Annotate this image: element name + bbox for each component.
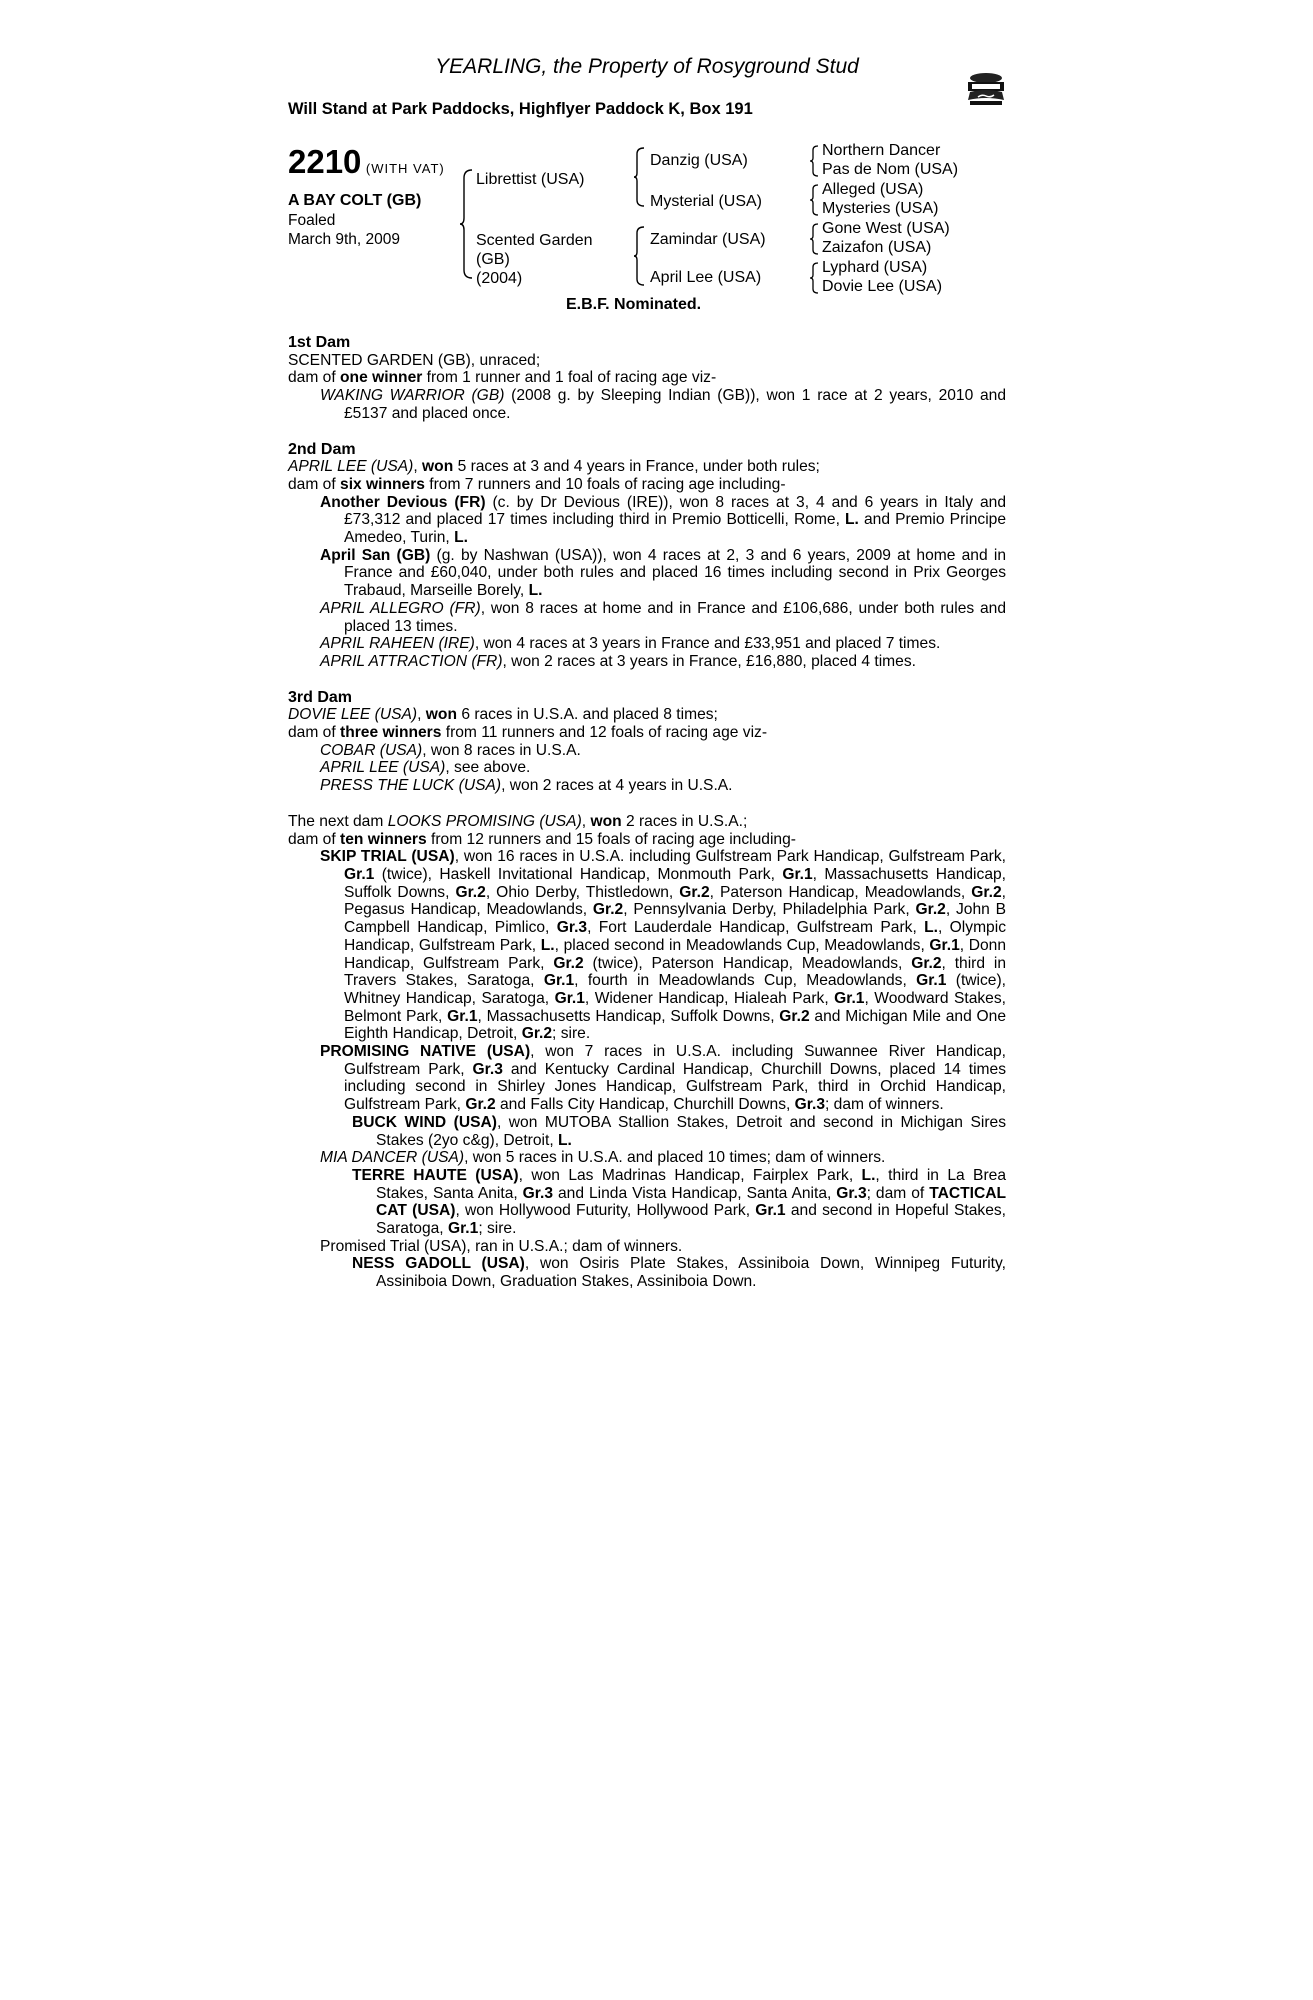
second-dam-produce: dam of six winners from 7 runners and 10 foals of racing age including- xyxy=(288,475,786,493)
bold-run: TERRE HAUTE (USA) xyxy=(352,1166,519,1184)
text-run: , won Hollywood Futurity, Hollywood Park, xyxy=(455,1202,756,1220)
bold-run: Gr.1 xyxy=(929,936,960,954)
bold-run: L. xyxy=(924,919,938,937)
bold-run: L. xyxy=(558,1131,572,1149)
first-dam-winner: WAKING WARRIOR (GB) (2008 g. by Sleeping Indian (GB)), won 1 race at 2 years, 2010 and £5137 and placed once. xyxy=(320,387,1006,422)
text-run: and second in Hopeful Stakes, Saratoga, xyxy=(376,1202,1006,1238)
bold-run: Gr.1 xyxy=(755,1202,786,1220)
text-run: Promised Trial (USA), ran in U.S.A.; dam of winners. xyxy=(320,1237,683,1255)
text-run: ; sire. xyxy=(552,1025,591,1043)
pedigree-sire-sire: Danzig (USA) xyxy=(650,152,748,169)
third-dam-progeny-2: APRIL LEE (USA), see above. xyxy=(320,759,531,777)
text-run: , won Osiris Plate Stakes, Assiniboia Down, Winnipeg Futurity, Assiniboia Down, Graduation Stakes, Assiniboia Down. xyxy=(376,1255,1006,1291)
pedigree-dam-line1: Scented Garden xyxy=(476,232,593,249)
lot-number: 2210 xyxy=(288,143,362,180)
text-run: , Pennsylvania Derby, Philadelphia Park, xyxy=(623,901,916,919)
bold-run: Gr.2 xyxy=(679,883,710,901)
bold-run: BUCK WIND (USA) xyxy=(352,1113,497,1131)
text-run: and Michigan Mile and One Eighth Handicap, Detroit, xyxy=(344,1007,1007,1043)
next-dam-grandprogeny-ness-gadoll xyxy=(288,1255,1006,1290)
text-run: , won 5 races in U.S.A. and placed 10 times; dam of winners. xyxy=(464,1149,886,1167)
third-dam-line: DOVIE LEE (USA), won 6 races in U.S.A. and placed 8 times; xyxy=(288,706,718,724)
bold-run: Gr.3 xyxy=(556,919,588,937)
pedigree-brace-gen2-bottom xyxy=(632,225,646,287)
bold-run: PROMISING NATIVE (USA) xyxy=(320,1043,531,1061)
pedigree-ddd: Dovie Lee (USA) xyxy=(822,278,943,295)
pedigree-dsd: Zaizafon (USA) xyxy=(822,239,932,256)
text-run: (twice), Whitney Handicap, Saratoga, xyxy=(344,972,1006,1007)
bold-run: Gr.1 xyxy=(447,1007,478,1025)
colt-description: A BAY COLT (GB) xyxy=(288,192,422,209)
bold-run: Gr.2 xyxy=(779,1007,810,1025)
pedigree-dam-dam: April Lee (USA) xyxy=(650,269,762,286)
text-run: , Pegasus Handicap, Meadowlands, xyxy=(344,883,1006,919)
text-run: , third in La Brea Stakes, Santa Anita, xyxy=(376,1166,1006,1202)
text-run: (twice), Haskell Invitational Handicap, Monmouth Park, xyxy=(374,865,783,883)
text-run: , fourth in Meadowlands Cup, Meadowlands, xyxy=(574,972,917,990)
third-dam-heading: 3rd Dam xyxy=(288,688,353,706)
first-dam-produce: dam of one winner from 1 runner and 1 foal of racing age viz- xyxy=(288,369,717,387)
second-dam-progeny-1: Another Devious (FR) (c. by Dr Devious (IRE)), won 8 races at 3, 4 and 6 years in Italy and £73,312 and placed 17 times including third in Premio Botticelli, Rome, L. and Premio Principe Amedeo, Turin, L. xyxy=(320,493,1007,547)
bold-run: Gr.3 xyxy=(836,1184,867,1202)
italic-run: MIA DANCER (USA) xyxy=(320,1149,465,1167)
foaled-info xyxy=(288,211,400,249)
bold-run: L. xyxy=(861,1166,876,1184)
pedigree-brace-gen3-3 xyxy=(808,222,820,256)
text-run: , Fort Lauderdale Handicap, Gulfstream Park, xyxy=(587,919,925,937)
text-run: , John B Campbell Handicap, Pimlico, xyxy=(344,901,1007,937)
text-run: , won 7 races in U.S.A. including Suwannee River Handicap, Gulfstream Park, xyxy=(344,1043,1006,1078)
pedigree-sss: Northern Dancer xyxy=(822,142,941,159)
pedigree-dam-sire: Zamindar (USA) xyxy=(650,231,766,248)
text-run: ; sire. xyxy=(478,1220,517,1238)
bold-run: Gr.2 xyxy=(553,954,584,972)
text-run: , third in Travers Stakes, Saratoga, xyxy=(344,954,1006,990)
second-dam-progeny-5: APRIL ATTRACTION (FR), won 2 races at 3 years in France, £16,880, placed 4 times. xyxy=(320,652,916,670)
dam-records xyxy=(288,334,1006,1291)
pedigree-sire-dam: Mysterial (USA) xyxy=(650,193,763,210)
text-run: , won MUTOBA Stallion Stakes, Detroit and second in Michigan Sires Stakes (2yo c&g), Detroit, xyxy=(376,1113,1007,1149)
third-dam-progeny-3: PRESS THE LUCK (USA), won 2 races at 4 years in U.S.A. xyxy=(320,777,733,795)
bold-run: Gr.1 xyxy=(344,865,375,883)
pedigree-brace-gen1 xyxy=(458,168,474,280)
stand-location: Will Stand at Park Paddocks, Highflyer Paddock K, Box 191 xyxy=(288,100,753,118)
text-run: , Ohio Derby, Thistledown, xyxy=(485,883,680,901)
bold-run: SKIP TRIAL (USA) xyxy=(320,848,455,866)
text-run: and Kentucky Cardinal Handicap, Churchill Downs, placed 14 times including second in Shirley Jones Handicap, Gulfstream Park, third in Orchid Handicap, Gulfstream Park, xyxy=(344,1060,1006,1114)
second-dam-progeny-3: APRIL ALLEGRO (FR), won 8 races at home and in France and £106,686, under both rules and placed 13 times. xyxy=(320,599,1006,635)
vat-note: (WITH VAT) xyxy=(365,161,445,176)
text-run: and Falls City Handicap, Churchill Downs, xyxy=(495,1096,795,1114)
text-run: , Massachusetts Handicap, Suffolk Downs, xyxy=(477,1007,780,1025)
bold-run: Gr.2 xyxy=(971,883,1002,901)
bold-run: Gr.3 xyxy=(472,1060,503,1078)
bold-run: Gr.1 xyxy=(447,1220,479,1238)
bold-run: Gr.1 xyxy=(782,865,813,883)
text-run: , Massachusetts Handicap, Suffolk Downs, xyxy=(344,865,1006,901)
text-run: (twice), Paterson Handicap, Meadowlands, xyxy=(583,954,912,972)
pedigree-brace-gen3-2 xyxy=(808,183,820,217)
bold-run: Gr.2 xyxy=(911,954,942,972)
bold-run: TACTICAL CAT (USA) xyxy=(376,1184,1006,1220)
ebf-nominated: E.B.F. Nominated. xyxy=(566,296,702,313)
pedigree-dds: Lyphard (USA) xyxy=(822,259,928,276)
tattersalls-horse-logo xyxy=(964,70,1008,108)
bold-run: Gr.3 xyxy=(794,1096,826,1114)
pedigree-brace-gen3-4 xyxy=(808,261,820,295)
text-run: ; dam of winners. xyxy=(825,1096,944,1114)
bold-run: NESS GADOLL (USA) xyxy=(352,1255,525,1273)
bold-run: Gr.2 xyxy=(915,901,946,919)
bold-run: Gr.2 xyxy=(592,901,624,919)
bold-run: L. xyxy=(540,936,555,954)
bold-run: Gr.2 xyxy=(465,1096,496,1114)
bold-run: Gr.2 xyxy=(455,883,486,901)
foaled-date: March 9th, 2009 xyxy=(288,231,401,248)
text-run: , Donn Handicap, Gulfstream Park, xyxy=(344,936,1006,972)
next-dam-progeny-mia-dancer xyxy=(288,1149,1006,1167)
pedigree-dam xyxy=(476,231,616,288)
second-dam-progeny-2: April San (GB) (g. by Nashwan (USA)), won 4 races at 2, 3 and 6 years, 2009 at home and in France and £60,040, under both rules and placed 16 times including second in Prix Georges Trabaud, Marseille Borely, L. xyxy=(320,546,1007,600)
text-run: , Widener Handicap, Hialeah Park, xyxy=(584,989,835,1007)
pedigree-brace-gen3-1 xyxy=(808,144,820,178)
second-dam-progeny-4: APRIL RAHEEN (IRE), won 4 races at 3 years in France and £33,951 and placed 7 times. xyxy=(320,635,941,653)
text-run: , won 16 races in U.S.A. including Gulfstream Park Handicap, Gulfstream Park, xyxy=(454,848,1006,866)
foaled-label: Foaled xyxy=(288,212,336,229)
next-dam-progeny-promising-native xyxy=(288,1043,1006,1114)
next-dam-progeny-skip-trial xyxy=(288,848,1006,1043)
next-dam-grandprogeny-buck-wind xyxy=(288,1114,1006,1149)
next-dam-line: The next dam LOOKS PROMISING (USA), won 2 races in U.S.A.; xyxy=(288,812,748,830)
bold-run: Gr.1 xyxy=(554,989,585,1007)
bold-run: Gr.2 xyxy=(521,1025,553,1043)
first-dam-heading: 1st Dam xyxy=(288,334,351,351)
pedigree-dam-line3: (2004) xyxy=(476,270,523,287)
third-dam-produce: dam of three winners from 11 runners and 12 foals of racing age viz- xyxy=(288,724,768,742)
text-run: ; dam of xyxy=(866,1184,930,1202)
text-run: and Linda Vista Handicap, Santa Anita, xyxy=(553,1184,837,1202)
text-run: , placed second in Meadowlands Cup, Meadowlands, xyxy=(554,936,930,954)
pedigree-dss: Gone West (USA) xyxy=(822,220,950,237)
text-run: , won Las Madrinas Handicap, Fairplex Park, xyxy=(518,1166,862,1184)
second-dam-line: APRIL LEE (USA), won 5 races at 3 and 4 years in France, under both rules; xyxy=(288,458,820,476)
bold-run: Gr.1 xyxy=(834,989,865,1007)
next-dam-progeny-promised-trial xyxy=(288,1238,1006,1256)
pedigree-ssd: Pas de Nom (USA) xyxy=(822,161,959,178)
third-dam-progeny-1: COBAR (USA), won 8 races in U.S.A. xyxy=(320,741,581,759)
text-run: , Olympic Handicap, Gulfstream Park, xyxy=(344,919,1006,954)
bold-run: Gr.1 xyxy=(543,972,575,990)
pedigree-sire: Librettist (USA) xyxy=(476,171,585,188)
next-dam-produce: dam of ten winners from 12 runners and 15 foals of racing age including- xyxy=(288,830,796,848)
catalogue-title: YEARLING, the Property of Rosyground Stud xyxy=(435,55,859,78)
pedigree-sds: Alleged (USA) xyxy=(822,181,924,198)
bold-run: Gr.1 xyxy=(916,972,947,990)
first-dam-line: SCENTED GARDEN (GB), unraced; xyxy=(288,351,541,369)
pedigree-dam-line2: (GB) xyxy=(476,251,510,268)
pedigree-sdd: Mysteries (USA) xyxy=(822,200,939,217)
text-run: , Paterson Handicap, Meadowlands, xyxy=(709,883,972,901)
pedigree-brace-gen2-top xyxy=(632,146,646,208)
next-dam-grandprogeny-terre-haute xyxy=(288,1167,1006,1238)
lot-number-block xyxy=(288,143,445,181)
bold-run: Gr.3 xyxy=(522,1184,554,1202)
second-dam-heading: 2nd Dam xyxy=(288,440,356,458)
text-run: , Woodward Stakes, Belmont Park, xyxy=(344,989,1006,1025)
